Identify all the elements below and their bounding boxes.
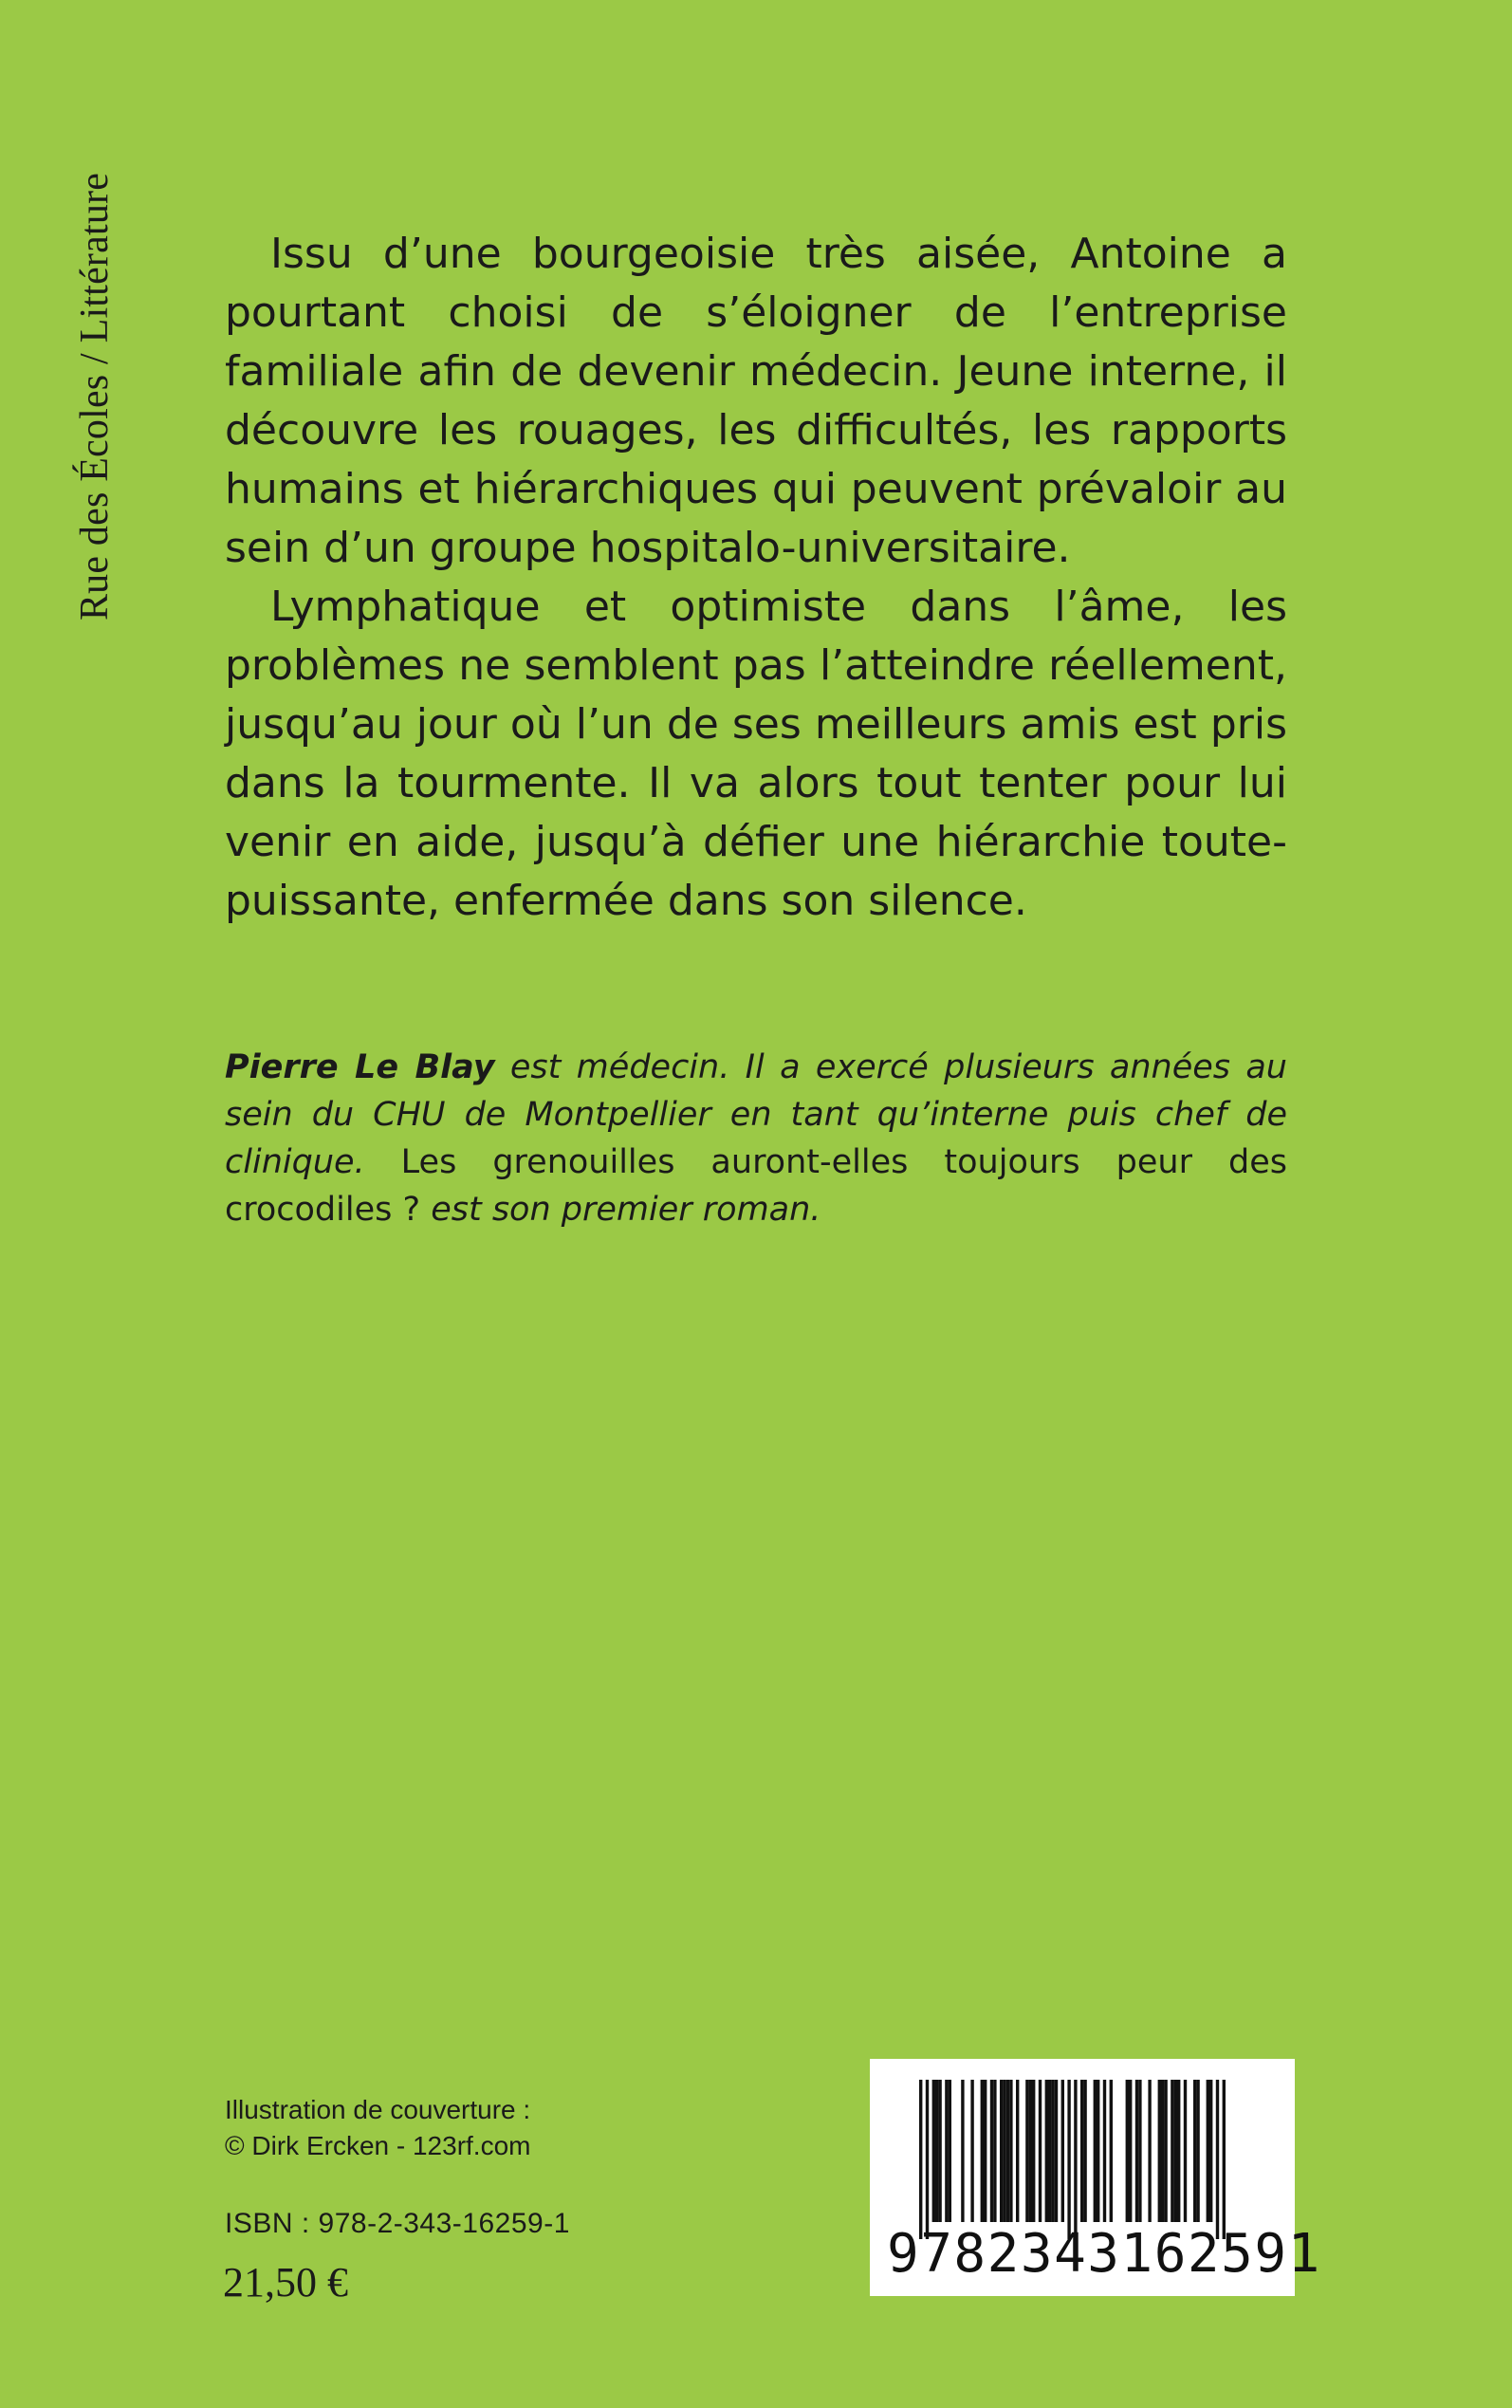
collection-label: Rue des Écoles / Littérature [73, 172, 117, 621]
barcode-bar [1164, 2080, 1167, 2222]
barcode-bar [1161, 2080, 1164, 2222]
barcode-bar [961, 2080, 964, 2222]
barcode-bar [1061, 2080, 1064, 2222]
barcode-bar [932, 2080, 935, 2222]
price: 21,50 € [223, 2259, 348, 2306]
barcode-digits: 9782343162591 [887, 2223, 1321, 2285]
barcode-bar [1196, 2080, 1199, 2222]
barcode-bar [935, 2080, 938, 2222]
barcode-bar [993, 2080, 996, 2222]
barcode-bar [1158, 2080, 1161, 2222]
barcode-bar [1006, 2080, 1009, 2222]
barcode-guard-bar [1223, 2080, 1226, 2239]
barcode-bar [1083, 2080, 1086, 2222]
barcode-bar [1000, 2080, 1003, 2222]
isbn: ISBN : 978-2-343-16259-1 [225, 2208, 570, 2239]
barcode-bar [1051, 2080, 1054, 2222]
credits-line-1: Illustration de couverture : [225, 2095, 531, 2124]
barcode-bar [984, 2080, 986, 2222]
barcode-bar [1171, 2080, 1173, 2222]
barcode-guard-bar [1067, 2080, 1070, 2239]
barcode-guard-bar [926, 2080, 929, 2239]
author-name: Pierre Le Blay [225, 1048, 495, 1086]
barcode-bar [1177, 2080, 1180, 2222]
barcode-bar [1148, 2080, 1151, 2222]
barcode-bar [1025, 2080, 1028, 2222]
barcode-bar [949, 2080, 951, 2222]
bio-text-2: est son premier roman. [420, 1191, 821, 1229]
author-bio [225, 1044, 1287, 1233]
barcode-bar [1094, 2080, 1097, 2222]
barcode-guard-bar [1216, 2080, 1219, 2239]
barcode-bar [1032, 2080, 1035, 2222]
barcode-bar [1003, 2080, 1005, 2222]
barcode-bar [1055, 2080, 1058, 2222]
barcode-bar [1138, 2080, 1141, 2222]
barcode-bar [1135, 2080, 1138, 2222]
barcode [870, 2059, 1321, 2296]
barcode-bar [981, 2080, 984, 2222]
barcode-bar [1080, 2080, 1083, 2222]
summary-paragraph-2: Lymphatique et optimiste dans l’âme, les problèmes ne semblent pas l’atteindre réellement, jusqu’au jour où l’un de ses meilleurs amis est pris dans la tourmente. Il va alors tout tenter pour lui venir en aide, jusqu’à défier une hiérarchie toute-puissante, enfermée dans son silence. [225, 583, 1287, 925]
barcode-bar [945, 2080, 948, 2222]
barcode-bar [1097, 2080, 1099, 2222]
barcode-bar [1209, 2080, 1212, 2222]
barcode-bar [1126, 2080, 1129, 2222]
barcode-bar [1207, 2080, 1209, 2222]
barcode-bar [1174, 2080, 1177, 2222]
barcode-guard-bar [1074, 2080, 1077, 2239]
barcode-guard-bar [919, 2080, 922, 2239]
book-title: Les grenouilles auront-elles toujours peur des crocodiles ? [225, 1143, 1287, 1229]
barcode-bar [1016, 2080, 1019, 2222]
barcode-bar [1110, 2080, 1113, 2222]
barcode-bar [1129, 2080, 1132, 2222]
barcode-bar [1048, 2080, 1051, 2222]
barcode-bar [1039, 2080, 1042, 2222]
barcode-bar [938, 2080, 941, 2222]
barcode-bar [970, 2080, 973, 2222]
book-summary [225, 225, 1287, 931]
barcode-bar [990, 2080, 993, 2222]
barcode-bar [1193, 2080, 1196, 2222]
credits-line-2: © Dirk Ercken - 123rf.com [225, 2131, 531, 2160]
barcode-bar [1184, 2080, 1187, 2222]
summary-paragraph-1: Issu d’une bourgeoisie très aisée, Antoine a pourtant choisi de s’éloigner de l’entreprise familiale afin de devenir médecin. Jeune interne, il découvre les rouages, les difficultés, les rapports humains et hiérarchiques qui peuvent prévaloir au sein d’un groupe hospitalo-universitaire. [225, 230, 1287, 572]
barcode-bar [1029, 2080, 1032, 2222]
barcode-bar [1045, 2080, 1048, 2222]
barcode-bar [1103, 2080, 1106, 2222]
bio-text-1: est médecin. Il a exercé plusieurs années au sein du CHU de Montpellier en tant qu’interne puis chef de clinique. [225, 1048, 1287, 1181]
illustration-credits [225, 2092, 530, 2164]
barcode-bar [1009, 2080, 1012, 2222]
